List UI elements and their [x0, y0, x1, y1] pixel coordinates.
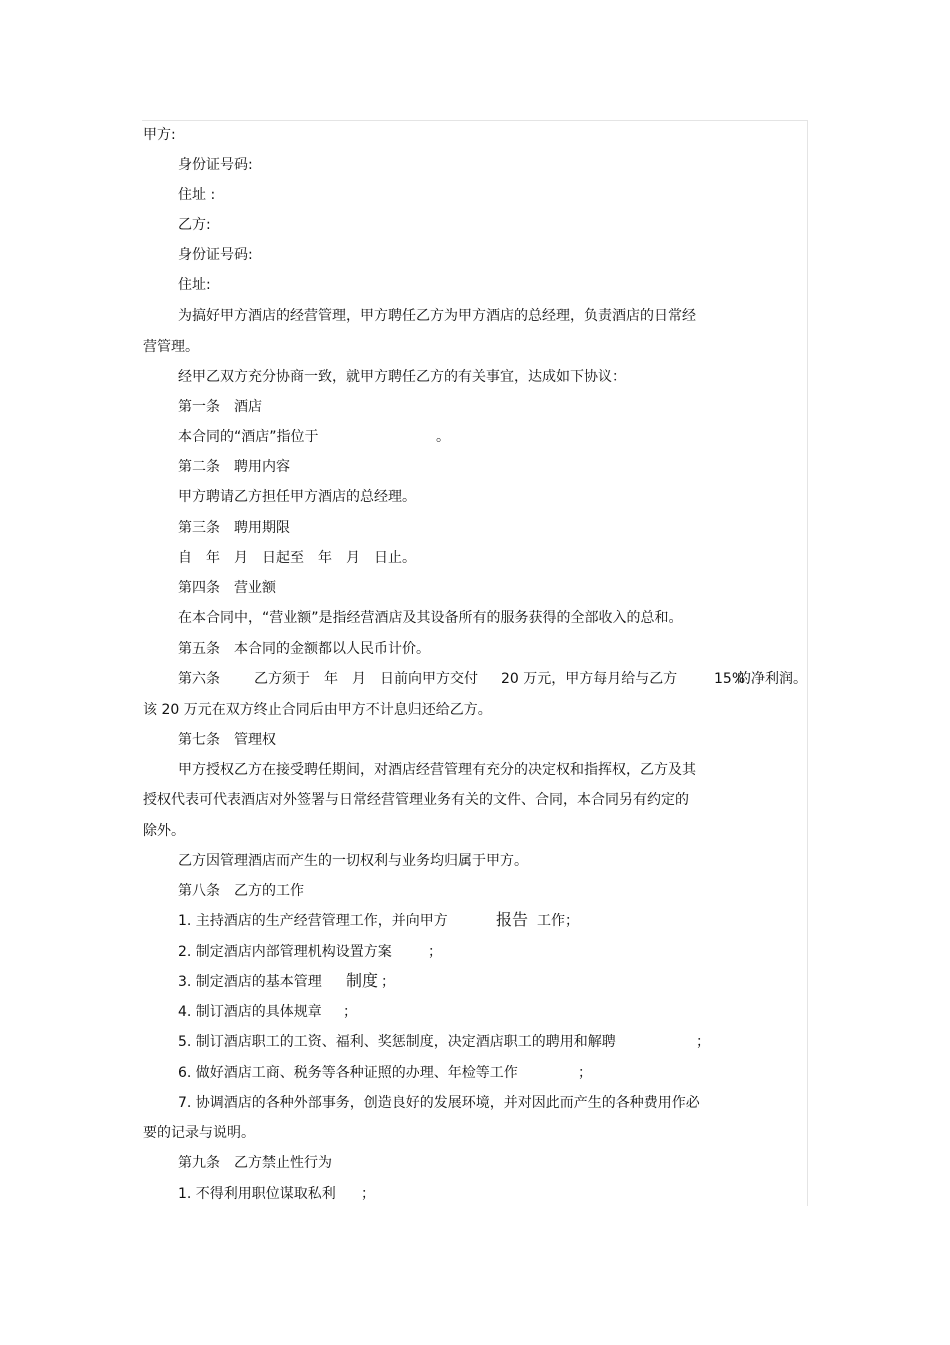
party-a-id-label: 身份证号码: — [178, 157, 253, 173]
article-8-item-6-end: ； — [578, 1065, 592, 1081]
article-8-item-5: 5. 制订酒店职工的工资、福利、奖惩制度，决定酒店职工的聘用和解聘 — [178, 1034, 616, 1050]
article-8-item-3-system: 制度 — [346, 971, 379, 990]
article-6-line-2: 该 20 万元在双方终止合同后由甲方不计息归还给乙方。 — [143, 702, 492, 718]
article-3-title: 第三条 聘用期限 — [178, 520, 290, 536]
article-7-title: 第七条 管理权 — [178, 732, 276, 748]
article-8-item-2-end: ； — [428, 944, 442, 960]
article-4-text: 在本合同中，“营业额”是指经营酒店及其设备所有的服务获得的全部收入的总和。 — [178, 610, 683, 626]
article-7-paragraph-1-line-3: 除外。 — [143, 823, 185, 839]
article-6-percent: 15% — [714, 671, 746, 687]
article-8-item-4-end: ； — [343, 1004, 357, 1020]
article-1-title: 第一条 酒店 — [178, 399, 262, 415]
party-b-label: 乙方: — [178, 217, 211, 233]
article-6-text-a: 乙方须于 年 月 日前向甲方交付 — [254, 671, 478, 687]
article-1-text: 本合同的“酒店”指位于 — [178, 429, 319, 445]
article-1-text-end: 。 — [436, 429, 450, 445]
party-b-id-label: 身份证号码: — [178, 247, 253, 263]
article-6-text-c: 的净利润。 — [737, 671, 807, 687]
article-8-item-7-line-1: 7. 协调酒店的各种外部事务，创造良好的发展环境，并对因此而产生的各种费用作必 — [178, 1095, 700, 1111]
article-8-item-7-line-2: 要的记录与说明。 — [143, 1125, 255, 1141]
article-8-item-1-report: 报告 — [496, 910, 529, 929]
article-8-item-3: 3. 制定酒店的基本管理 — [178, 974, 322, 990]
party-a-address-label: 住址 : — [178, 187, 216, 203]
intro-paragraph-line-1: 为搞好甲方酒店的经营管理，甲方聘任乙方为甲方酒店的总经理，负责酒店的日常经 — [178, 308, 696, 324]
article-5-title: 第五条 本合同的金额都以人民币计价。 — [178, 641, 430, 657]
article-3-text: 自 年 月 日起至 年 月 日止。 — [178, 550, 416, 566]
article-9-title: 第九条 乙方禁止性行为 — [178, 1155, 332, 1171]
party-a-label: 甲方: — [143, 127, 176, 143]
article-6-text-b: 20 万元，甲方每月给与乙方 — [501, 671, 678, 687]
article-8-item-3-end: ； — [381, 974, 395, 990]
article-8-item-1: 1. 主持酒店的生产经营管理工作，并向甲方 — [178, 913, 448, 929]
article-9-item-1: 1. 不得利用职位谋取私利 — [178, 1186, 336, 1202]
article-8-item-4: 4. 制订酒店的具体规章 — [178, 1004, 322, 1020]
article-9-item-1-end: ； — [361, 1186, 375, 1202]
article-7-paragraph-1-line-1: 甲方授权乙方在接受聘任期间，对酒店经营管理有充分的决定权和指挥权，乙方及其 — [178, 762, 696, 778]
article-8-item-6: 6. 做好酒店工商、税务等各种证照的办理、年检等工作 — [178, 1065, 518, 1081]
article-7-paragraph-1-line-2: 授权代表可代表酒店对外签署与日常经营管理业务有关的文件、合同，本合同另有约定的 — [143, 792, 689, 808]
party-b-address-label: 住址: — [178, 277, 211, 293]
article-6-title: 第六条 — [178, 671, 220, 687]
article-7-paragraph-2: 乙方因管理酒店而产生的一切权利与业务均归属于甲方。 — [178, 853, 528, 869]
article-2-title: 第二条 聘用内容 — [178, 459, 290, 475]
article-8-item-5-end: ； — [696, 1034, 710, 1050]
article-8-item-1-end: 工作； — [537, 913, 579, 929]
article-8-item-2: 2. 制定酒店内部管理机构设置方案 — [178, 944, 392, 960]
article-4-title: 第四条 营业额 — [178, 580, 276, 596]
intro-agreement-line: 经甲乙双方充分协商一致，就甲方聘任乙方的有关事宜，达成如下协议： — [178, 369, 626, 385]
article-2-text: 甲方聘请乙方担任甲方酒店的总经理。 — [178, 489, 416, 505]
intro-paragraph-line-2: 营管理。 — [143, 339, 199, 355]
article-8-title: 第八条 乙方的工作 — [178, 883, 304, 899]
